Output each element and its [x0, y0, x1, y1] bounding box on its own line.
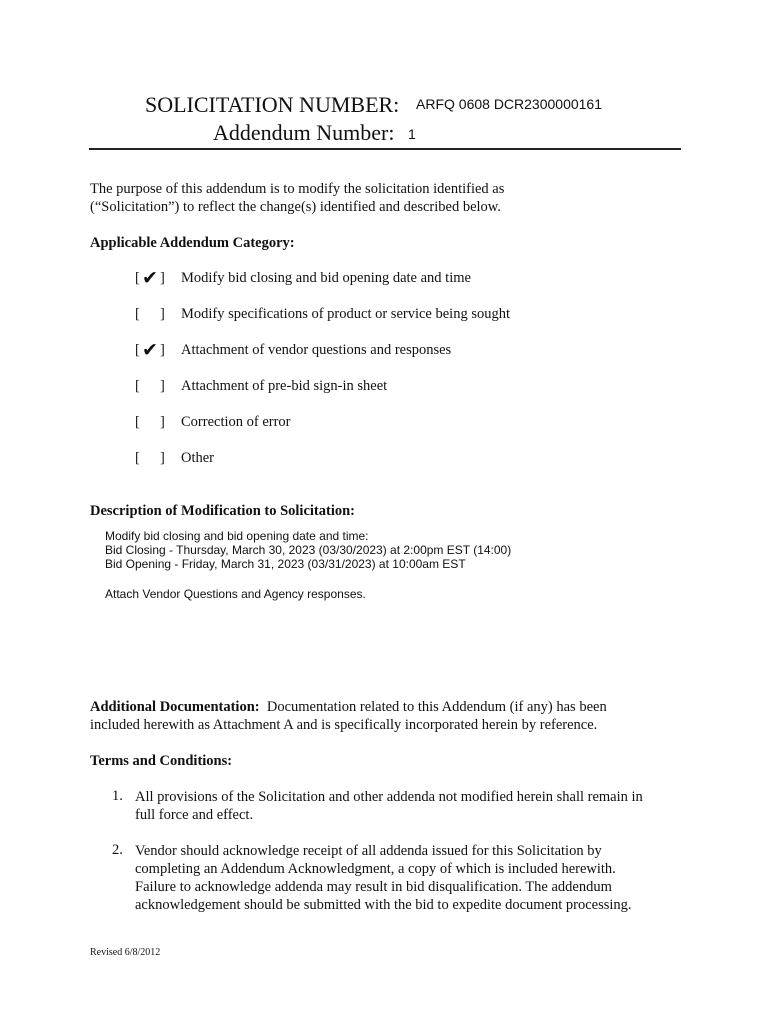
addendum-number-value: 1: [408, 126, 416, 142]
check-mark-icon: ✔: [142, 267, 158, 289]
term-number: 1.: [112, 788, 123, 804]
term-line: Failure to acknowledge addenda may result in bid disqualification. The addendum: [135, 879, 612, 895]
term-item-1: [135, 788, 675, 824]
purpose-paragraph: [90, 180, 504, 216]
check-mark-icon: ✔: [142, 339, 158, 361]
additional-line-1: [90, 698, 607, 716]
additional-text: Documentation related to this Addendum (if any) has been: [266, 699, 607, 715]
category-item-label: Other: [181, 450, 215, 466]
term-line: acknowledgement should be submitted with the bid to expedite document processing.: [135, 897, 632, 913]
bracket-close: ]: [160, 342, 165, 358]
term-item-2: [135, 842, 675, 914]
term-line: completing an Addendum Acknowledgment, a copy of which is included herewith.: [135, 861, 616, 877]
purpose-line-1: The purpose of this addendum is to modify the solicitation identified as: [90, 181, 505, 197]
term-line: All provisions of the Solicitation and other addenda not modified herein shall remain in: [135, 789, 643, 805]
category-item-label: Modify specifications of product or service being sought: [181, 306, 510, 322]
category-item-label: Modify bid closing and bid opening date and time: [181, 270, 471, 286]
addendum-number-label: Addendum Number:: [213, 120, 395, 145]
category-item-label: Attachment of vendor questions and responses: [181, 342, 452, 358]
description-line-3: Bid Opening - Friday, March 31, 2023 (03/31/2023) at 10:00am EST: [105, 557, 466, 571]
description-line-2: Bid Closing - Thursday, March 30, 2023 (03/30/2023) at 2:00pm EST (14:00): [105, 543, 512, 557]
bracket-close: ]: [160, 414, 165, 430]
purpose-line-2: (“Solicitation”) to reflect the change(s) identified and described below.: [90, 199, 501, 215]
solicitation-number-label: SOLICITATION NUMBER:: [145, 92, 400, 117]
additional-line-2: included herewith as Attachment A and is specifically incorporated herein by reference.: [90, 717, 598, 733]
bracket-close: ]: [160, 270, 165, 286]
additional-documentation: [90, 698, 607, 734]
revised-date: Revised 6/8/2012: [90, 947, 161, 958]
bracket-open: [: [135, 270, 140, 286]
bracket-open: [: [135, 450, 140, 466]
bracket-close: ]: [160, 450, 165, 466]
terms-heading: Terms and Conditions:: [90, 753, 233, 769]
bracket-close: ]: [160, 306, 165, 322]
bracket-open: [: [135, 414, 140, 430]
description-line-4: Attach Vendor Questions and Agency responses.: [105, 587, 366, 601]
description-line-1: Modify bid closing and bid opening date and time:: [105, 529, 369, 543]
header-divider: [89, 148, 681, 150]
bracket-open: [: [135, 378, 140, 394]
category-heading: Applicable Addendum Category:: [90, 235, 295, 251]
bracket-close: ]: [160, 378, 165, 394]
additional-heading: Additional Documentation:: [90, 699, 260, 715]
description-heading: Description of Modification to Solicitation:: [90, 503, 356, 519]
term-line: Vendor should acknowledge receipt of all addenda issued for this Solicitation by: [135, 843, 602, 859]
category-item-label: Correction of error: [181, 414, 291, 430]
solicitation-number-value: ARFQ 0608 DCR2300000161: [416, 96, 603, 112]
bracket-open: [: [135, 342, 140, 358]
term-line: full force and effect.: [135, 807, 254, 823]
category-item-label: Attachment of pre-bid sign-in sheet: [181, 378, 388, 394]
bracket-open: [: [135, 306, 140, 322]
term-number: 2.: [112, 842, 123, 858]
